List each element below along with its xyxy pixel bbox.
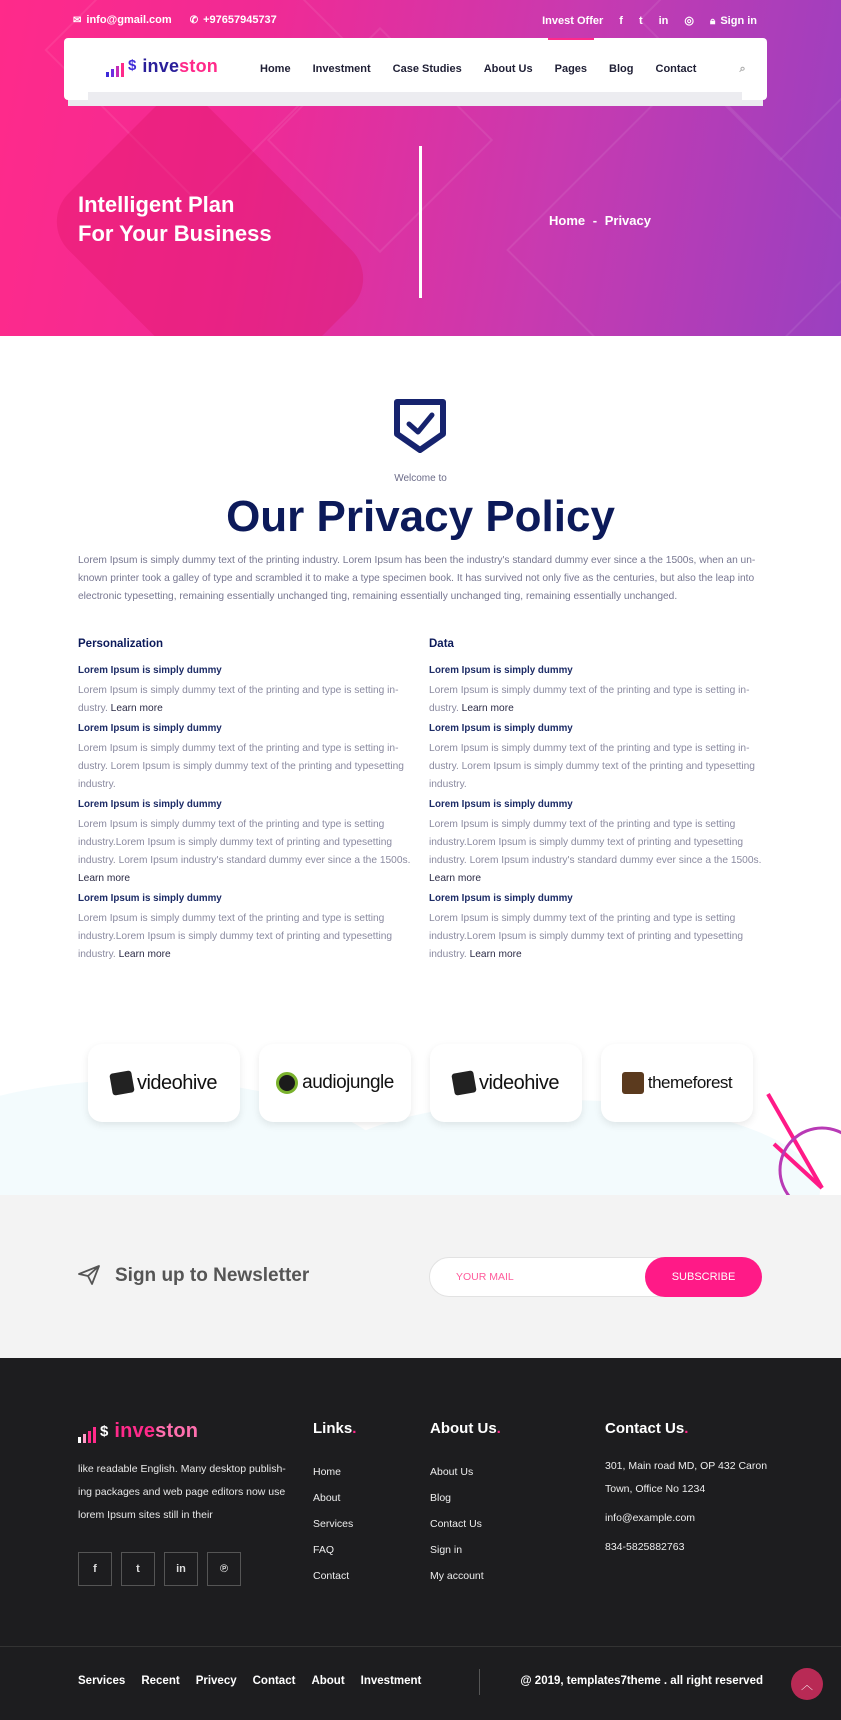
twitter-icon[interactable]: t [121,1552,155,1586]
linkedin-icon[interactable]: in [164,1552,198,1586]
footer-link-services[interactable]: Services [313,1518,354,1530]
top-bar [0,10,841,30]
data-column [429,638,764,968]
newsletter-section [0,1195,841,1358]
policy-item-title: Lorem Ipsum is simply dummy [78,893,222,904]
footer-link-faq[interactable]: FAQ [313,1544,335,1556]
envelope-icon: ✉ [73,15,82,26]
footer-link-home[interactable]: Home [313,1466,342,1478]
policy-item-text: Lorem Ipsum is simply dummy text of the printing and type is setting industry.Lorem Ipsum is simply dummy text of printing and typesetting industry. Lorem Ipsum industry's standard dummy ever since a the 1500s. [429,819,762,866]
email-text: info@gmail.com [86,14,172,26]
logo-text: investon [142,56,218,76]
footer-heading: Contact Us. [605,1420,689,1437]
nav-case-studies[interactable]: Case Studies [392,63,462,75]
column-heading: Personalization [78,638,163,650]
breadcrumb-home[interactable]: Home [549,213,586,228]
footer-address: 301, Main road MD, OP 432 Caron Town, Office No 1234 [605,1460,768,1495]
learn-more-link[interactable]: Learn more [429,873,482,884]
bottom-link-investment[interactable]: Investment [360,1675,422,1687]
policy-item [78,722,413,794]
nav-investment[interactable]: Investment [312,63,371,75]
phone-text: +97657945737 [203,14,277,26]
nav-pages[interactable]: Pages [544,38,598,100]
nav-about-us[interactable]: About Us [483,63,533,75]
search-icon[interactable]: ⌕ [739,62,746,75]
facebook-icon[interactable]: f [619,14,623,27]
bottom-link-recent[interactable]: Recent [141,1675,180,1687]
bottom-link-about[interactable]: About [311,1675,345,1687]
learn-more-link[interactable]: Learn more [118,949,171,960]
footer-bottom-bar [0,1646,841,1720]
policy-item-text: Lorem Ipsum is simply dummy text of the printing and type is setting industry.Lorem Ipsum is simply dummy text of printing and typesetting industry. [78,913,393,960]
decorative-lines-icon [760,1090,841,1195]
paper-plane-icon [78,1265,100,1285]
breadcrumb [549,213,651,228]
phone-link[interactable] [190,14,277,26]
footer-bottom-links [78,1675,421,1687]
footer-separator [479,1669,480,1695]
chevron-up-icon: ︿ [800,1677,813,1692]
policy-item [78,664,413,718]
footer-contact-column [605,1420,775,1559]
videohive-logo-icon [451,1070,476,1095]
logo-bars-icon [78,1427,96,1443]
personalization-column [78,638,413,968]
footer-socials [78,1552,241,1586]
instagram-icon[interactable]: ◎ [684,15,694,27]
facebook-icon[interactable]: f [78,1552,112,1586]
policy-item [429,722,764,794]
policy-item [429,664,764,718]
learn-more-link[interactable]: Learn more [110,703,163,714]
scroll-to-top-button[interactable] [791,1668,823,1700]
invest-offer-link[interactable]: Invest Offer [542,14,604,27]
footer-phone[interactable]: 834-5825882763 [605,1541,685,1553]
policy-item [78,798,413,888]
client-logo-audiojungle[interactable]: audiojungle [259,1044,411,1122]
main-navbar [64,38,767,100]
bottom-link-contact[interactable]: Contact [252,1675,296,1687]
policy-item-title: Lorem Ipsum is simply dummy [78,665,222,676]
breadcrumb-separator: - [592,213,598,228]
copyright-text: @ 2019, templates7theme . all right reserved [520,1675,763,1687]
footer-link-about-us[interactable]: About Us [430,1466,474,1478]
newsletter-title: Sign up to Newsletter [115,1265,310,1286]
navbar-shadow [88,92,742,106]
clients-strip [0,980,841,1195]
column-heading: Data [429,638,454,650]
client-logo-videohive[interactable]: videohive [430,1044,582,1122]
sign-in-link[interactable] [710,15,757,27]
phone-icon: ✆ [189,15,199,26]
nav-menu [249,38,757,100]
footer-logo[interactable] [78,1420,198,1443]
policy-item-text: Lorem Ipsum is simply dummy text of the printing and type is setting industry.Lorem Ipsum is simply dummy text of printing and typesetting industry. [429,913,744,960]
footer-heading: Links. [313,1420,357,1437]
newsletter-placeholder: YOUR MAIL [456,1271,514,1283]
learn-more-link[interactable]: Learn more [461,703,514,714]
shield-check-icon [393,398,447,454]
twitter-icon[interactable]: t [638,14,643,27]
hero-banner [0,0,841,336]
policy-item [78,892,413,964]
email-link[interactable] [73,14,172,26]
policy-item-text: Lorem Ipsum is simply dummy text of the printing and type is setting in-dustry. [429,685,750,714]
themeforest-logo-icon [622,1072,644,1094]
footer-link-blog[interactable]: Blog [430,1492,452,1504]
learn-more-link[interactable]: Learn more [78,873,131,884]
footer-link-contact-us[interactable]: Contact Us [430,1518,482,1530]
policy-item-title: Lorem Ipsum is simply dummy [429,665,573,676]
footer-link-about[interactable]: About [313,1492,341,1504]
policy-item-title: Lorem Ipsum is simply dummy [78,723,222,734]
audiojungle-logo-icon [276,1072,298,1094]
subscribe-button[interactable]: SUBSCRIBE [645,1257,762,1297]
policy-item-text: Lorem Ipsum is simply dummy text of the printing and type is setting industry.Lorem Ipsum is simply dummy text of printing and typesetting industry. Lorem Ipsum industry's standard dummy ever since a the 1500s. [78,819,411,866]
hero-title: Intelligent Plan For Your Business [78,192,272,246]
welcome-text: Welcome to [394,473,447,484]
policy-item [429,892,764,964]
policy-item-text: Lorem Ipsum is simply dummy text of the printing and type is setting in-dustry. Lorem Ipsum is simply dummy text of the printing and typesetting industry. [429,743,755,790]
nav-blog[interactable]: Blog [609,63,634,75]
site-logo[interactable] [106,56,218,77]
policy-item [429,798,764,888]
intro-paragraph: Lorem Ipsum is simply dummy text of the printing industry. Lorem Ipsum has been the industry's standard dummy ever since a the 1500s, when an un-known printer took a galley of type and scrambled it to make a type specimen book. It has survived not only five as the centuries, but also the leap into electronic typesetting, remaining essentially unchanged ting, remaining essentially unchanged ting, remaining essentially unchanged. [78,555,756,602]
policy-item-text: Lorem Ipsum is simply dummy text of the printing and type is setting in-dustry. Lorem Ipsum is simply dummy text of the printing and typesetting industry. [78,743,404,790]
policy-item-text: Lorem Ipsum is simply dummy text of the printing and type is setting in-dustry. [78,685,399,714]
site-footer [0,1358,841,1720]
footer-heading: About Us. [430,1420,501,1437]
client-logo-themeforest[interactable]: themeforest [601,1044,753,1122]
footer-email[interactable]: info@example.com [605,1512,696,1524]
footer-description: like readable English. Many desktop publish-ing packages and web page editors now use lorem Ipsum sites still in their [78,1463,286,1521]
footer-logo-text: investon [114,1420,199,1442]
policy-item-title: Lorem Ipsum is simply dummy [78,799,222,810]
policy-item-title: Lorem Ipsum is simply dummy [429,723,573,734]
lock-icon: 🔒︎ [710,15,716,27]
nav-contact[interactable]: Contact [655,63,697,75]
breadcrumb-current: Privacy [604,213,651,228]
policy-item-title: Lorem Ipsum is simply dummy [429,893,573,904]
logo-bars-icon [106,61,124,77]
pinterest-icon[interactable]: ℗ [207,1552,241,1586]
policy-item-title: Lorem Ipsum is simply dummy [429,799,573,810]
bottom-link-services[interactable]: Services [78,1675,126,1687]
footer-link-sign-in[interactable]: Sign in [430,1544,463,1556]
client-logo-videohive[interactable]: videohive [88,1044,240,1122]
logo-dollar-icon: $ [100,1423,109,1440]
logo-dollar-icon: $ [128,57,137,74]
page-title: Our Privacy Policy [226,492,615,541]
footer-link-contact[interactable]: Contact [313,1570,350,1582]
videohive-logo-icon [109,1070,134,1095]
sign-in-label: Sign in [720,14,757,27]
learn-more-link[interactable]: Learn more [469,949,522,960]
footer-link-my-account[interactable]: My account [430,1570,484,1582]
linkedin-icon[interactable]: in [658,14,669,27]
nav-home[interactable]: Home [260,63,291,75]
footer-links-column [313,1420,356,1589]
footer-about-column [430,1420,501,1589]
hero-divider [419,146,422,298]
bottom-link-privacy[interactable]: Privecy [195,1675,237,1687]
